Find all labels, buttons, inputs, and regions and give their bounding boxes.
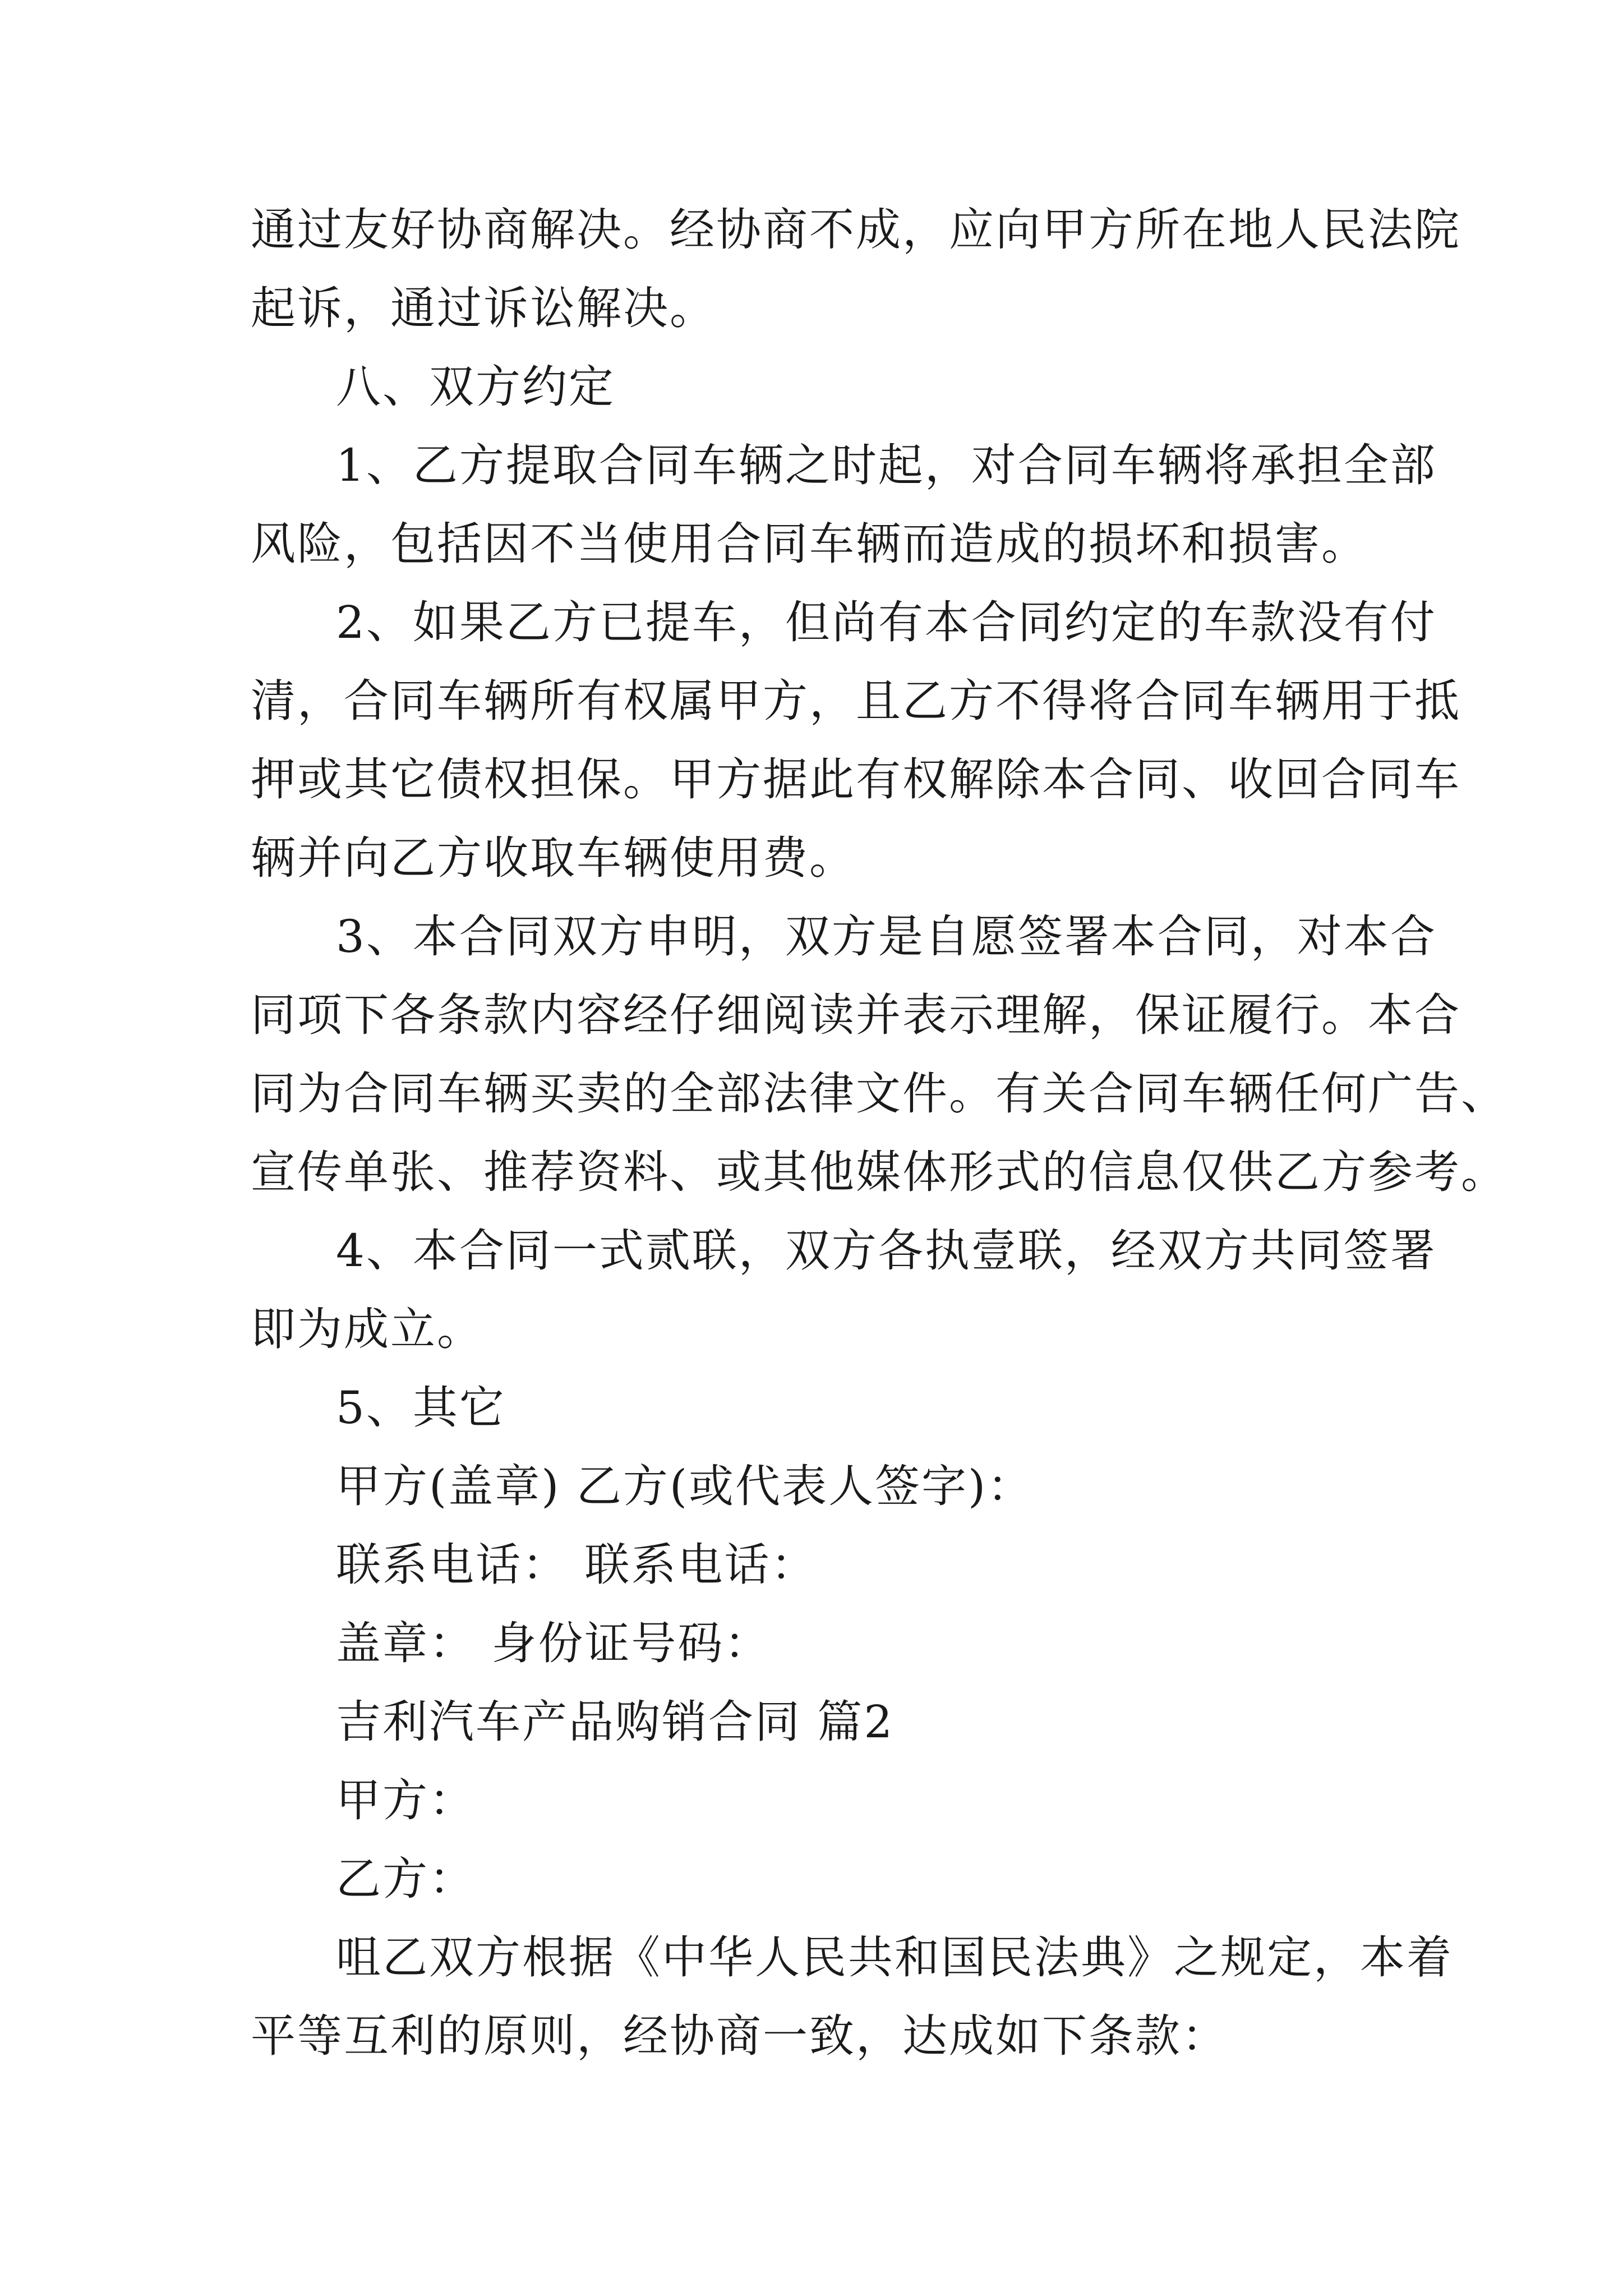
text-line: 5、其它 (336, 1382, 506, 1434)
text-line: 平等互利的原则，经协商一致，达成如下条款： (251, 2010, 1228, 2062)
text-line: 咀乙双方根据《中华人民共和国民法典》之规定，本着 (336, 1931, 1453, 1984)
text-line: 2、如果乙方已提车，但尚有本合同约定的车款没有付 (336, 596, 1437, 648)
text-line: 1、乙方提取合同车辆之时起，对合同车辆将承担全部 (336, 439, 1437, 491)
text-line: 押或其它债权担保。甲方据此有权解除本合同、收回合同车 (251, 753, 1461, 806)
text-line: 宣传单张、推荐资料、或其他媒体形式的信息仅供乙方参考。 (251, 1146, 1507, 1198)
party-a-line: 甲方： (336, 1774, 476, 1826)
text-line: 同项下各条款内容经仔细阅读并表示理解，保证履行。本合 (251, 989, 1461, 1041)
text-line: 同为合同车辆买卖的全部法律文件。有关合同车辆任何广告、 (251, 1068, 1507, 1120)
seal-id-line: 盖章： 身份证号码： (336, 1617, 771, 1669)
text-line: 起诉，通过诉讼解决。 (251, 282, 716, 334)
contact-line: 联系电话： 联系电话： (336, 1539, 818, 1591)
text-line: 清，合同车辆所有权属甲方，且乙方不得将合同车辆用于抵 (251, 675, 1461, 727)
section-heading: 八、双方约定 (336, 361, 615, 413)
text-line: 3、本合同双方申明，双方是自愿签署本合同，对本合 (336, 910, 1437, 963)
party-b-line: 乙方： (336, 1853, 476, 1905)
text-line: 即为成立。 (251, 1303, 483, 1355)
text-line: 辆并向乙方收取车辆使用费。 (251, 832, 856, 884)
document-body (251, 191, 1507, 2076)
text-line: 风险，包括因不当使用合同车辆而造成的损坏和损害。 (251, 518, 1368, 570)
signature-line: 甲方(盖章) 乙方(或代表人签字)： (336, 1460, 1034, 1512)
contract-title: 吉利汽车产品购销合同 篇2 (336, 1696, 895, 1748)
text-line: 通过友好协商解决。经协商不成，应向甲方所在地人民法院 (251, 204, 1461, 256)
text-line: 4、本合同一式贰联，双方各执壹联，经双方共同签署 (336, 1225, 1437, 1277)
